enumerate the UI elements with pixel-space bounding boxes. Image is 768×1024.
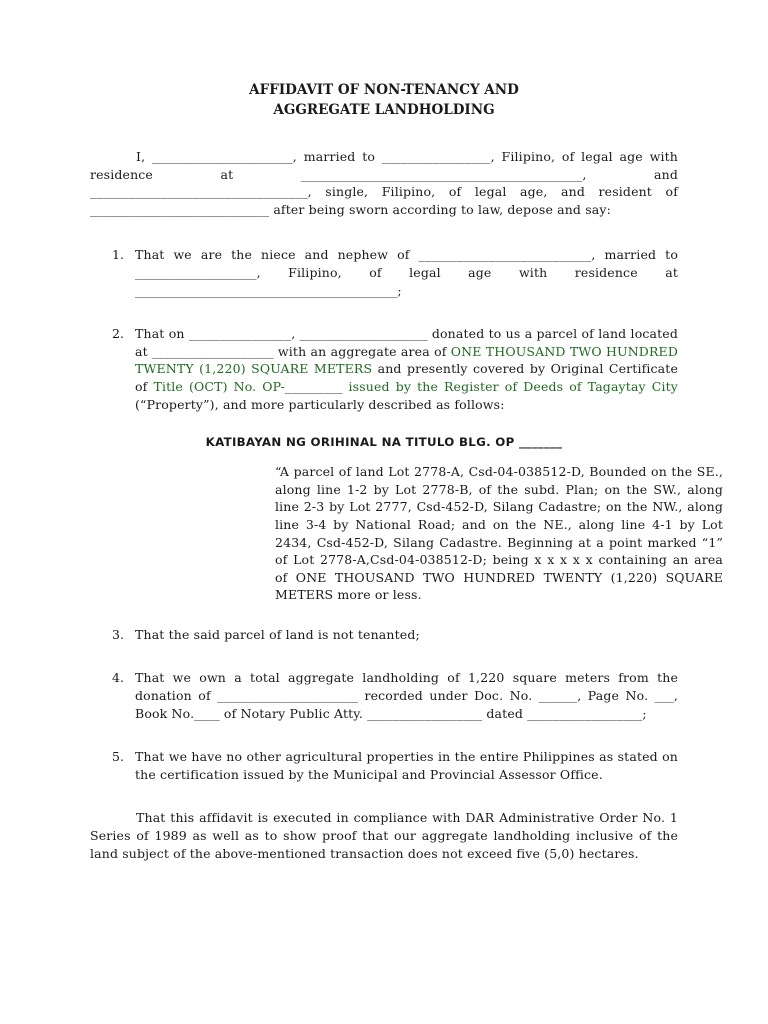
- list-item-4: [90, 669, 678, 722]
- item-text: That we own a total aggregate landholding of 1,220 square meters from the donation of ______________________ recorded under Doc. No. ______, Page No. ___, Book No.____ of Notary Public Atty. __________________ dated __________________;: [135, 670, 678, 721]
- item-text: That we have no other agricultural properties in the entire Philippines as stated on the certification issued by the Municipal and Provincial Assessor Office.: [135, 749, 678, 782]
- item-number: 5.: [112, 749, 124, 765]
- intro-paragraph: I, ______________________, married to _________________, Filipino, of legal age with residence at ____________________________________________, and __________________________________, single, Filipino, of legal age, and resident of ____________________________ after being sworn according to law, depose and say:: [90, 149, 678, 217]
- property-text: (“Property”), and more particularly described as follows:: [135, 396, 505, 412]
- technical-description: “A parcel of land Lot 2778-A, Csd-04-038512-D, Bounded on the SE., along line 1-2 by Lot 2778-B, of the subd. Plan; on the SW., along line 2-3 by Lot 2777, Csd-452-D, Silang Cadastre; on the NW., along line 3-4 by National Road; and on the NE., along line 4-1 by Lot 2434, Csd-452-D, Silang Cadastre. Beginning at a point marked “1” of Lot 2778-A,Csd-04-038512-D; being x x x x x containing an area of ONE THOUSAND TWO HUNDRED TWENTY (1,220) SQUARE METERS more or less.: [275, 464, 723, 603]
- item-number: 3.: [112, 626, 124, 642]
- item-number: 1.: [112, 247, 124, 263]
- list-item-1: [90, 246, 678, 299]
- item-text: [135, 325, 678, 413]
- closing-paragraph: That this affidavit is executed in compliance with DAR Administrative Order No. 1 Series of 1989 as well as to show proof that our aggregate landholding inclusive of the land subject of the above-mentioned transaction does not exceed five (5,0) hectares.: [90, 810, 678, 861]
- item-number: 4.: [112, 670, 124, 686]
- oct-highlight: Title (OCT) No. OP-: [153, 378, 285, 394]
- oct-text: and presently covered by Original Certificate of: [135, 361, 678, 394]
- list-item-2: [90, 325, 678, 413]
- document-title: [90, 80, 678, 120]
- area-highlight: ONE THOUSAND TWO HUNDRED TWENTY (1,220) SQUARE METERS: [135, 343, 678, 377]
- title-line-2: AGGREGATE LANDHOLDING: [273, 102, 495, 118]
- oct-blank: _________: [284, 378, 349, 394]
- certificate-heading: KATIBAYAN NG ORIHINAL NA TITULO BLG. OP _______: [205, 435, 563, 450]
- register-highlight: issued by the Register of Deeds of Tagaytay City: [348, 378, 678, 394]
- item-text: That we are the niece and nephew of ___________________________, married to ___________________, Filipino, of legal age with residence at _________________________________________;: [135, 247, 678, 298]
- donation-text: That on ________________, ____________________ donated to us a parcel of land located at ___________________ with an aggregate area of: [135, 326, 678, 359]
- item-number: 2.: [112, 326, 124, 342]
- item-text: That the said parcel of land is not tenanted;: [135, 626, 420, 642]
- list-item-5: [90, 748, 678, 783]
- title-line-1: AFFIDAVIT OF NON-TENANCY AND: [249, 82, 519, 98]
- list-item-3: [90, 626, 678, 644]
